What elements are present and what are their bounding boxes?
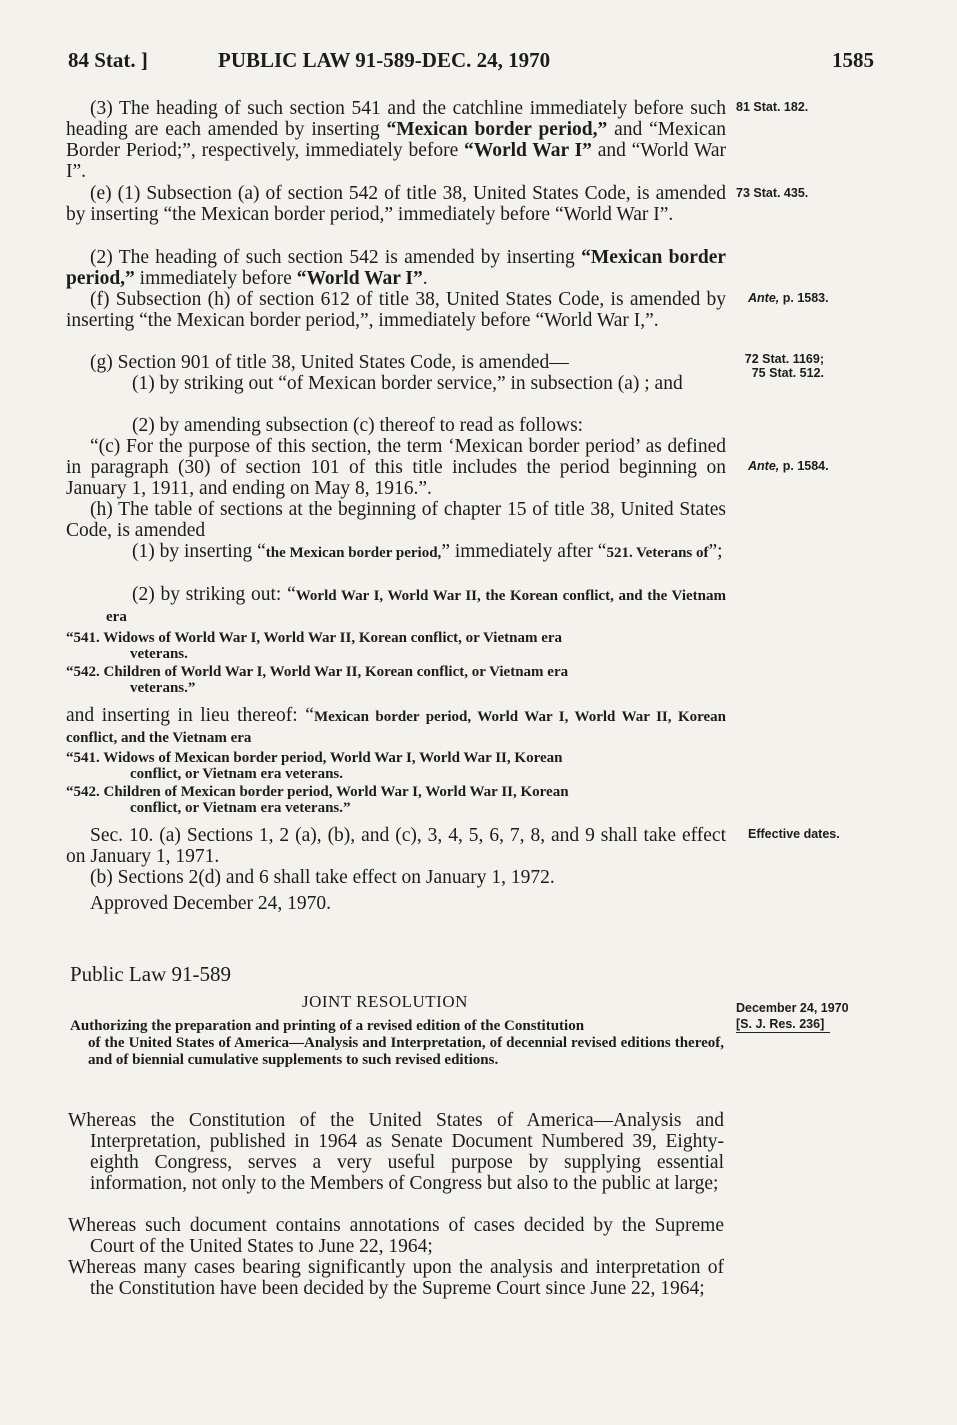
paragraph-c-definition: “(c) For the purpose of this section, the term ‘Mexican border period’ as defined in paragraph (30) of section 101 of this title includes the period beginning on January 1, 1911, and ending on May 8, 1916.”.	[66, 436, 726, 499]
margin-note-73-stat: 73 Stat. 435.	[736, 186, 809, 200]
public-law-heading: Public Law 91-589	[70, 962, 231, 986]
paragraph-g1: (1) by striking out “of Mexican border service,” in subsection (a) ; and	[132, 373, 683, 394]
paragraph-h1: (1) by inserting “the Mexican border period,” immediately after “521. Veterans of”;	[132, 541, 723, 562]
paragraph-f: (f) Subsection (h) of section 612 of title 38, United States Code, is amended by inserting “the Mexican border period,”, immediately before “World War I,”.	[66, 289, 726, 331]
margin-note-81-stat: 81 Stat. 182.	[736, 100, 809, 114]
table-entry-541-new: “541. Widows of Mexican border period, World War I, World War II, Korean conflict, or Vietnam era veterans.	[66, 750, 563, 782]
page-header-stat: 84 Stat. ]	[68, 48, 148, 72]
whereas-clause-2: Whereas such document contains annotations of cases decided by the Supreme Court of the United States to June 22, 1964;	[68, 1215, 724, 1257]
joint-resolution-heading: JOINT RESOLUTION	[302, 992, 468, 1011]
margin-note-ante-1583: Ante, p. 1583.	[748, 291, 829, 305]
resolution-purpose: Authorizing the preparation and printing of a revised edition of the Constitution of the United States of America—Analysis and Interpretation, of decennial revised editions thereof, and of biennial cumulative supplements to such revised editions.	[70, 1018, 724, 1068]
paragraph-e2: (2) The heading of such section 542 is amended by inserting “Mexican border period,” immediately before “World War I”.	[66, 247, 727, 289]
paragraph-3: (3) The heading of such section 541 and the catchline immediately before such heading are each amended by inserting “Mexican border period,” and “Mexican Border Period;”, respectively, immediately before “World War I” and “World War I”.	[66, 98, 726, 182]
whereas-clause-1: Whereas the Constitution of the United States of America—Analysis and Interpretation, published in 1964 as Senate Document Numbered 39, Eighty-eighth Congress, serves a very useful purpose by supplying essential information, not only to the Members of Congress but also to the public at large;	[68, 1110, 724, 1194]
paragraph-g: (g) Section 901 of title 38, United States Code, is amended—	[90, 352, 569, 373]
bill-number: [S. J. Res. 236]	[736, 1016, 830, 1033]
margin-note-72-stat: 72 Stat. 1169; 75 Stat. 512.	[744, 352, 824, 380]
paragraph-h2: (2) by striking out: “World War I, World War II, the Korean conflict, and the Vietnam era	[106, 584, 726, 625]
resolution-date: December 24, 1970	[736, 1001, 849, 1015]
table-entry-541-old: “541. Widows of World War I, World War II, Korean conflict, or Vietnam era veterans.	[66, 630, 563, 662]
approval-line: Approved December 24, 1970.	[90, 893, 331, 914]
paragraph-g2: (2) by amending subsection (c) thereof to read as follows:	[132, 415, 584, 436]
margin-note-ante-1584: Ante, p. 1584.	[748, 459, 829, 473]
margin-note-effective-dates: Effective dates.	[748, 827, 840, 841]
section-10a: Sec. 10. (a) Sections 1, 2 (a), (b), and (c), 3, 4, 5, 6, 7, 8, and 9 shall take effect on January 1, 1971.	[66, 825, 726, 867]
paragraph-h: (h) The table of sections at the beginning of chapter 15 of title 38, United States Code, is amended	[66, 499, 726, 541]
table-entry-542-old: “542. Children of World War I, World War II, Korean conflict, or Vietnam era veterans.”	[66, 664, 569, 696]
whereas-clause-3: Whereas many cases bearing significantly upon the analysis and interpretation of the Constitution have been decided by the Supreme Court since June 22, 1964;	[68, 1257, 724, 1299]
page-number: 1585	[832, 48, 874, 72]
paragraph-insert: and inserting in lieu thereof: “Mexican border period, World War I, World War II, Korean conflict, and the Vietnam era	[66, 705, 726, 746]
section-10b: (b) Sections 2(d) and 6 shall take effect on January 1, 1972.	[90, 867, 555, 888]
paragraph-e1: (e) (1) Subsection (a) of section 542 of title 38, United States Code, is amended by inserting “the Mexican border period,” immediately before “World War I”.	[66, 183, 726, 225]
page-header-title: PUBLIC LAW 91-589-DEC. 24, 1970	[218, 48, 551, 72]
table-entry-542-new: “542. Children of Mexican border period, World War I, World War II, Korean conflict, or Vietnam era veterans.”	[66, 784, 569, 816]
resolution-dateline	[736, 1000, 849, 1033]
